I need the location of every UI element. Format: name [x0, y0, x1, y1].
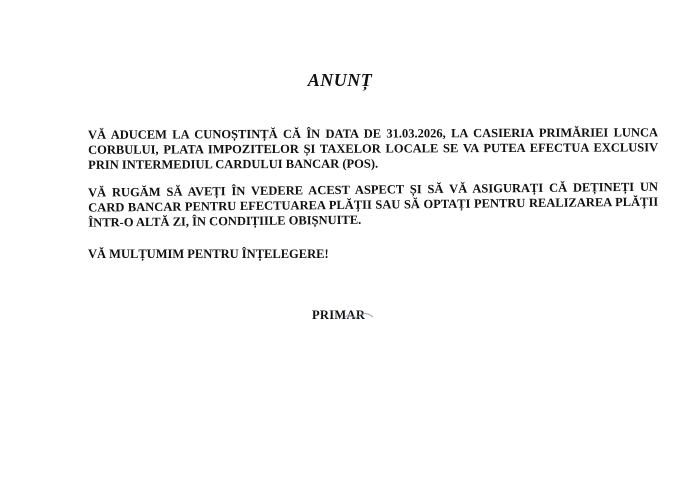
document-title: ANUNȚ: [307, 70, 373, 90]
signature-label-mayor: PRIMAR: [312, 308, 366, 322]
announcement-paragraph-thanks: VĂ MULȚUMIM PENTRU ÎNȚELEGERE!: [88, 247, 329, 261]
announcement-paragraph-request: VĂ RUGĂM SĂ AVEȚI ÎN VEDERE ACEST ASPECT ȘI SĂ VĂ ASIGURAȚI CĂ DEȚINEȚI UN CARD BANCAR PENTRU EFECTUAREA PLĂȚII SAU SĂ OPTAȚI PENTRU REALIZAREA PLĂȚII ÎNTR-O ALTĂ ZI, ÎN CONDIȚIILE OBIȘNUITE.: [87, 179, 659, 230]
announcement-paragraph-payment-method: VĂ ADUCEM LA CUNOȘTINȚĂ CĂ ÎN DATA DE 31.03.2026, LA CASIERIA PRIMĂRIEI LUNCA CORBULUI, PLATA IMPOZITELOR ȘI TAXELOR LOCALE SE VA PUTEA EFECTUA EXCLUSIV PRIN INTERMEDIUL CARDULUI BANCAR (POS).: [87, 125, 659, 172]
